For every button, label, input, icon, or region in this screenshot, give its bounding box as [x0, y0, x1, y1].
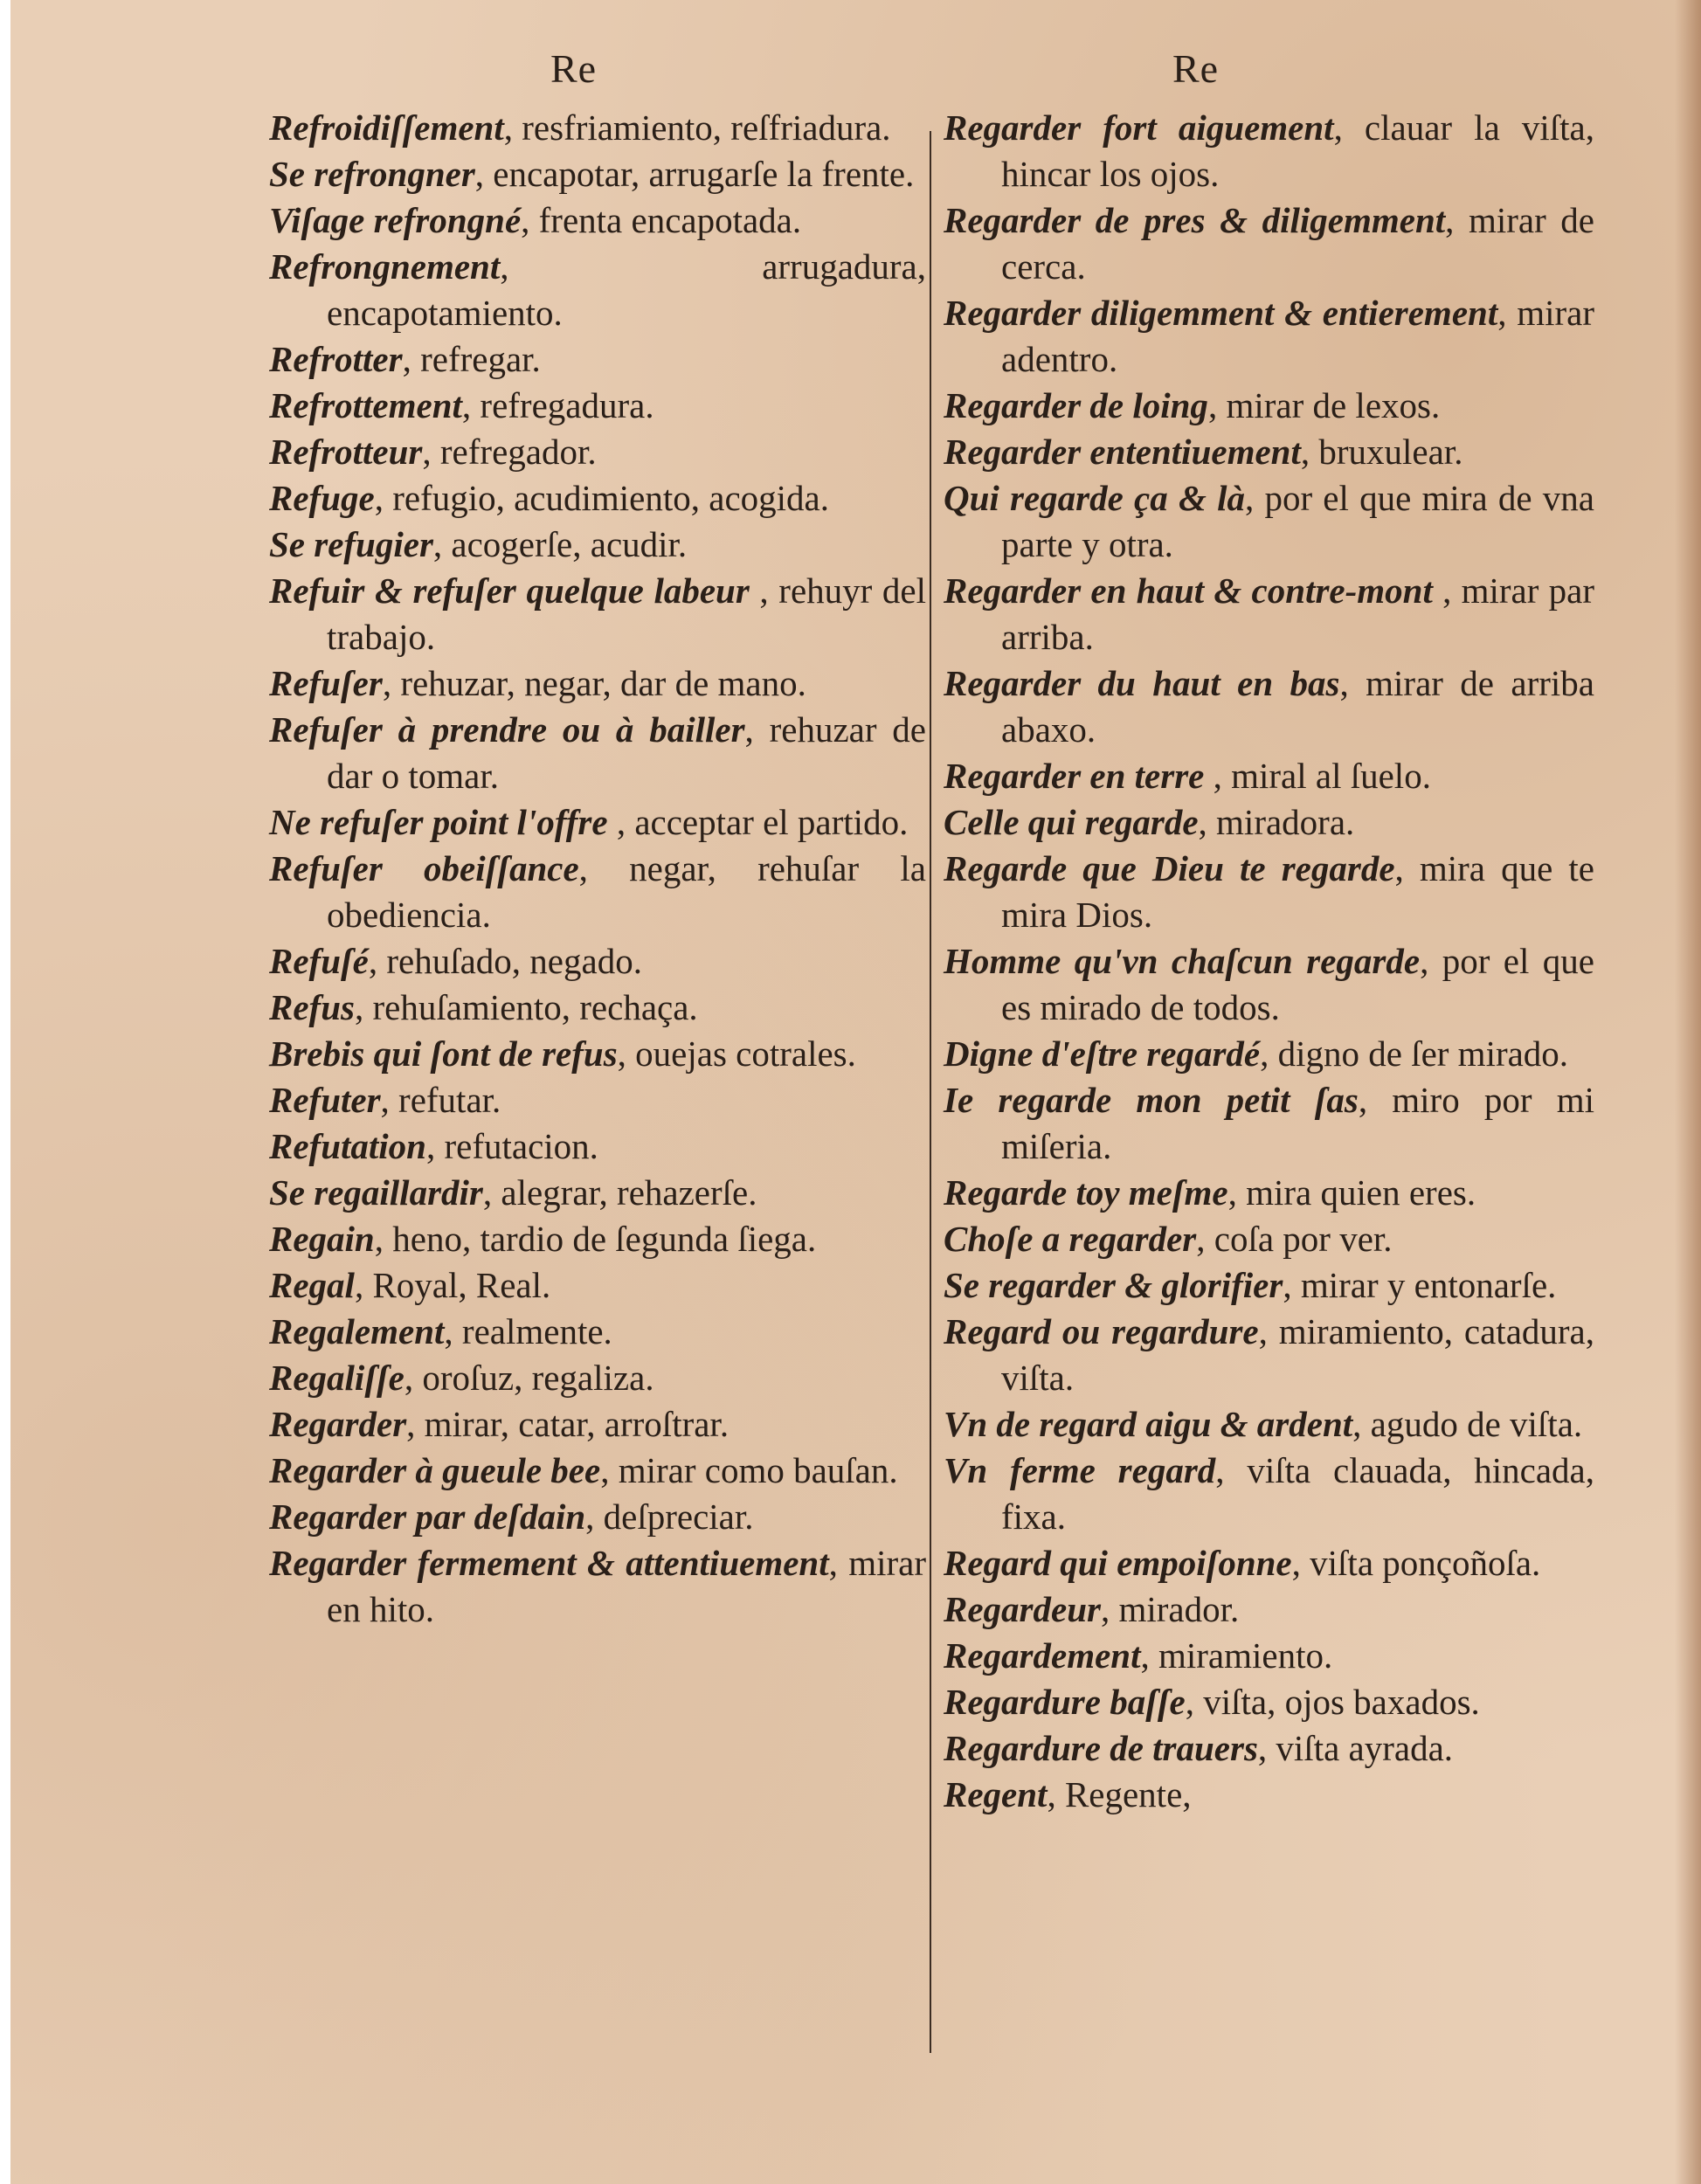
entry-term: Regardeur — [944, 1589, 1101, 1629]
entry-term: Refrongnement — [269, 246, 501, 287]
dictionary-entry — [269, 383, 926, 429]
entry-definition: , encapotar, arrugarſe la frente. — [474, 154, 915, 194]
dictionary-entry — [269, 1540, 926, 1633]
page-scan — [10, 0, 1701, 2184]
dictionary-entry — [944, 1216, 1594, 1262]
right-column — [944, 105, 1594, 1818]
entry-term: Regent — [944, 1774, 1048, 1814]
entry-term: Regarder en terre — [944, 756, 1205, 796]
entry-definition: , refutacion. — [425, 1126, 598, 1166]
entry-term: Vn ferme regard — [944, 1450, 1216, 1490]
dictionary-entry — [269, 1309, 926, 1355]
entry-definition: , rehuyr del trabajo. — [327, 570, 926, 657]
dictionary-entry — [944, 1772, 1594, 1818]
dictionary-entry — [944, 290, 1594, 383]
dictionary-entry — [269, 1216, 926, 1262]
dictionary-entry — [944, 846, 1594, 938]
dictionary-entry — [944, 938, 1594, 1031]
entry-definition: , miramiento, catadura, viſta. — [1001, 1311, 1594, 1398]
entry-term: Celle qui regarde — [944, 802, 1199, 842]
entry-term: Refuſer — [269, 663, 383, 703]
dictionary-entry — [269, 105, 926, 151]
dictionary-entry — [944, 1077, 1594, 1170]
entry-term: Brebis qui ſont de refus — [269, 1033, 618, 1074]
entry-term: Refutation — [269, 1126, 426, 1166]
dictionary-entry — [269, 151, 926, 197]
dictionary-entry — [269, 1123, 926, 1170]
dictionary-entry — [944, 1725, 1594, 1772]
entry-definition: , mirar como bauſan. — [600, 1450, 898, 1490]
entry-term: Ne refuſer point l'offre — [269, 802, 608, 842]
entry-term: Refroidiſſement — [269, 107, 504, 148]
entry-term: Regardement — [944, 1635, 1141, 1676]
dictionary-entry — [269, 1494, 926, 1540]
entry-definition: , viſta ayrada. — [1257, 1728, 1454, 1768]
dictionary-entry — [944, 1448, 1594, 1540]
entry-definition: , resfriamiento, reſfriadura. — [503, 107, 891, 148]
entry-definition: , miro por mi miſeria. — [1001, 1080, 1594, 1166]
entry-definition: , clauar la viſta, hincar los ojos. — [1001, 107, 1594, 194]
dictionary-entry — [269, 1031, 926, 1077]
entry-definition: , rehuſado, negado. — [368, 941, 642, 981]
entry-definition: , rehuzar, negar, dar de mano. — [382, 663, 806, 703]
entry-term: Refrottement — [269, 385, 462, 425]
entry-definition: , bruxulear. — [1300, 432, 1463, 472]
entry-term: Regarder par deſdain — [269, 1496, 586, 1537]
dictionary-entry — [269, 846, 926, 938]
entry-definition: , refugio, acudimiento, acogida. — [374, 478, 829, 518]
entry-definition: , acceptar el partido. — [607, 802, 909, 842]
entry-term: Refuir & refuſer quelque labeur — [269, 570, 750, 611]
entry-definition: , mirar adentro. — [1001, 293, 1594, 379]
entry-term: Se refrongner — [269, 154, 475, 194]
entry-definition: , mirador. — [1100, 1589, 1240, 1629]
column-divider — [930, 131, 931, 2053]
dictionary-entry — [944, 660, 1594, 753]
entry-definition: , mira que te mira Dios. — [1001, 848, 1595, 935]
entry-term: Refuge — [269, 478, 375, 518]
entry-term: Regarde que Dieu te regarde — [944, 848, 1395, 888]
entry-term: Regard ou regardure — [944, 1311, 1259, 1351]
entry-definition: , refregador. — [422, 432, 597, 472]
entry-term: Regardure de trauers — [944, 1728, 1258, 1768]
entry-definition: , coſa por ver. — [1196, 1219, 1393, 1259]
dictionary-entry — [269, 522, 926, 568]
entry-definition: , Regente, — [1047, 1774, 1192, 1814]
entry-definition: , mirar, catar, arroſtrar. — [406, 1404, 729, 1444]
entry-definition: , digno de ſer mirado. — [1260, 1033, 1569, 1074]
entry-term: Regarder ententiuement — [944, 432, 1301, 472]
entry-term: Vn de regard aigu & ardent — [944, 1404, 1353, 1444]
dictionary-entry — [944, 1309, 1594, 1401]
dictionary-entry — [944, 1540, 1594, 1586]
entry-definition: , acogerſe, acudir. — [432, 524, 688, 564]
dictionary-entry — [944, 197, 1594, 290]
dictionary-entry — [944, 1586, 1594, 1633]
entry-term: Regain — [269, 1219, 375, 1259]
entry-definition: , mirar en hito. — [327, 1543, 926, 1629]
entry-definition: , heno, tardio de ſegunda ſiega. — [374, 1219, 817, 1259]
entry-definition: , viſta, ojos baxados. — [1185, 1682, 1480, 1722]
entry-definition: , mirar y entonarſe. — [1283, 1265, 1557, 1305]
dictionary-entry — [944, 1262, 1594, 1309]
entry-definition: , por el que es mirado de todos. — [1001, 941, 1594, 1027]
running-header-left: Re — [550, 46, 598, 91]
entry-term: Regardure baſſe — [944, 1682, 1186, 1722]
entry-term: Regal — [269, 1265, 355, 1305]
dictionary-entry — [269, 336, 926, 383]
dictionary-entry — [944, 383, 1594, 429]
dictionary-entry — [269, 1077, 926, 1123]
entry-term: Choſe a regarder — [944, 1219, 1197, 1259]
entry-term: Viſage refrongné — [269, 200, 522, 240]
entry-definition: , mirar de arriba abaxo. — [1001, 663, 1594, 750]
left-column — [269, 105, 926, 1633]
entry-definition: , negar, rehuſar la obediencia. — [327, 848, 926, 935]
entry-definition: , Royal, Real. — [354, 1265, 551, 1305]
entry-term: Regaliſſe — [269, 1358, 405, 1398]
entry-definition: , por el que mira de vna parte y otra. — [1001, 478, 1594, 564]
entry-definition: , mirar par arriba. — [1001, 570, 1594, 657]
entry-term: Regarder fermement & attentiuement — [269, 1543, 829, 1583]
entry-definition: , agudo de viſta. — [1352, 1404, 1583, 1444]
entry-definition: , alegrar, rehazerſe. — [482, 1172, 757, 1213]
entry-term: Refuſer à prendre ou à bailler — [269, 709, 745, 750]
entry-definition: , refregadura. — [461, 385, 654, 425]
entry-definition: , mirar de cerca. — [1001, 200, 1594, 287]
entry-term: Se regaillardir — [269, 1172, 483, 1213]
entry-term: Regarder de loing — [944, 385, 1208, 425]
dictionary-entry — [269, 799, 926, 846]
entry-term: Refuſer obeiſſance — [269, 848, 579, 888]
entry-term: Ie regarde mon petit ſas — [944, 1080, 1359, 1120]
entry-term: Regarder — [269, 1404, 407, 1444]
dictionary-entry — [269, 1355, 926, 1401]
dictionary-entry — [269, 1262, 926, 1309]
dictionary-entry — [269, 475, 926, 522]
entry-term: Regarder fort aiguement — [944, 107, 1334, 148]
entry-definition: , refregar. — [402, 339, 541, 379]
entry-term: Qui regarde ça & là — [944, 478, 1245, 518]
dictionary-entry — [269, 938, 926, 985]
entry-term: Regarder en haut & contre-mont — [944, 570, 1433, 611]
dictionary-entry — [944, 1633, 1594, 1679]
dictionary-entry — [269, 1448, 926, 1494]
entry-definition: , ouejas cotrales. — [617, 1033, 856, 1074]
page-edge-shadow — [1675, 0, 1701, 2184]
entry-term: Regarder à gueule bee — [269, 1450, 601, 1490]
dictionary-entry — [944, 105, 1594, 197]
dictionary-entry — [944, 568, 1594, 660]
dictionary-entry — [269, 1170, 926, 1216]
dictionary-entry — [269, 197, 926, 244]
entry-definition: , viſta ponçoñoſa. — [1291, 1543, 1541, 1583]
entry-definition: , miramiento. — [1140, 1635, 1333, 1676]
dictionary-entry — [944, 1170, 1594, 1216]
entry-definition: , deſpreciar. — [585, 1496, 754, 1537]
entry-definition: , mira quien eres. — [1227, 1172, 1476, 1213]
entry-term: Refus — [269, 987, 355, 1027]
entry-definition: , oroſuz, regaliza. — [404, 1358, 654, 1398]
dictionary-entry — [269, 985, 926, 1031]
entry-term: Digne d'eſtre regardé — [944, 1033, 1261, 1074]
dictionary-entry — [944, 1401, 1594, 1448]
entry-definition: , miradora. — [1198, 802, 1355, 842]
dictionary-entry — [944, 753, 1594, 799]
entry-term: Refrotter — [269, 339, 403, 379]
entry-definition: , frenta encapotada. — [521, 200, 802, 240]
dictionary-entry — [269, 707, 926, 799]
entry-term: Refrotteur — [269, 432, 423, 472]
entry-term: Regarder du haut en bas — [944, 663, 1340, 703]
entry-term: Se refugier — [269, 524, 433, 564]
dictionary-entry — [944, 1679, 1594, 1725]
entry-term: Regarder de pres & diligemment — [944, 200, 1446, 240]
entry-term: Refuter — [269, 1080, 381, 1120]
entry-term: Regalement — [269, 1311, 445, 1351]
running-header-right: Re — [1172, 46, 1220, 91]
entry-definition: , viſta clauada, hincada, fixa. — [1001, 1450, 1594, 1537]
entry-definition: , rehuſamiento, rechaça. — [354, 987, 698, 1027]
entry-definition: , miral al ſuelo. — [1204, 756, 1431, 796]
entry-definition: , realmente. — [444, 1311, 612, 1351]
dictionary-entry — [269, 244, 926, 336]
entry-term: Refuſé — [269, 941, 369, 981]
dictionary-entry — [269, 568, 926, 660]
dictionary-entry — [944, 1031, 1594, 1077]
dictionary-entry — [944, 799, 1594, 846]
entry-definition: , arrugadura, encapotamiento. — [327, 246, 926, 333]
entry-definition: , mirar de lexos. — [1207, 385, 1441, 425]
dictionary-entry — [269, 429, 926, 475]
dictionary-entry — [269, 660, 926, 707]
entry-term: Se regarder & glorifier — [944, 1265, 1283, 1305]
entry-definition: , rehuzar de dar o tomar. — [327, 709, 926, 796]
entry-term: Regarder diligemment & entierement — [944, 293, 1498, 333]
dictionary-entry — [269, 1401, 926, 1448]
entry-definition: , refutar. — [380, 1080, 501, 1120]
dictionary-entry — [944, 475, 1594, 568]
entry-term: Regarde toy meſme — [944, 1172, 1228, 1213]
entry-term: Regard qui empoiſonne — [944, 1543, 1292, 1583]
dictionary-entry — [944, 429, 1594, 475]
entry-term: Homme qu'vn chaſcun regarde — [944, 941, 1421, 981]
